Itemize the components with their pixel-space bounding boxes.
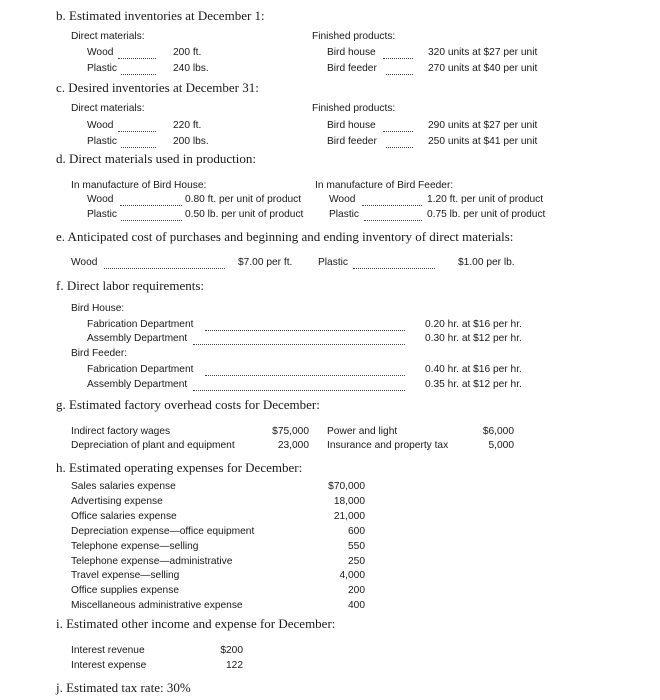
section-d-house-plastic-value: 0.50 lb. per unit of product: [185, 209, 304, 220]
expense-label: Telephone expense—selling: [71, 541, 199, 552]
section-c-bird-house-value: 290 units at $27 per unit: [428, 120, 538, 131]
leader-dots: [353, 268, 435, 269]
expense-label: Depreciation expense—office equipment: [71, 526, 255, 537]
leader-dots: [364, 220, 422, 221]
section-g-heading: g. Estimated factory overhead costs for December:: [56, 397, 320, 412]
section-d-feeder-plastic-value: 0.75 lb. per unit of product: [427, 209, 546, 220]
leader-dots: [205, 330, 405, 331]
leader-dots: [386, 74, 413, 75]
expense-value: 21,000: [333, 511, 365, 522]
section-b-plastic-value: 240 lbs.: [173, 63, 209, 74]
expense-label: Travel expense—selling: [71, 570, 180, 581]
leader-dots: [193, 344, 405, 345]
section-f-feeder-fabrication-value: 0.40 hr. at $16 per hr.: [425, 364, 522, 375]
section-b-heading: b. Estimated inventories at December 1:: [56, 8, 265, 23]
section-f-bird-house-label: Bird House:: [71, 303, 125, 314]
expense-value: 600: [348, 526, 365, 537]
expense-label: Office salaries expense: [71, 511, 177, 522]
section-c-bird-feeder-label: Bird feeder: [327, 136, 377, 147]
section-b-direct-materials-label: Direct materials:: [71, 31, 145, 42]
section-d-house-wood-value: 0.80 ft. per unit of product: [185, 194, 302, 205]
section-i-heading: i. Estimated other income and expense for December:: [56, 616, 336, 631]
expense-value: 550: [348, 541, 365, 552]
section-f-house-assembly-label: Assembly Department: [87, 333, 188, 344]
section-f-heading: f. Direct labor requirements:: [56, 278, 204, 293]
section-c-plastic-value: 200 lbs.: [173, 136, 209, 147]
section-b-bird-house-label: Bird house: [327, 47, 376, 58]
section-d-feeder-plastic-label: Plastic: [329, 209, 360, 220]
leader-dots: [205, 375, 405, 376]
section-d-feeder-wood-label: Wood: [329, 194, 356, 205]
section-e-plastic-value: $1.00 per lb.: [458, 257, 515, 268]
expense-value: 4,000: [339, 570, 365, 581]
leader-dots: [386, 147, 413, 148]
section-d-heading: d. Direct materials used in production:: [56, 151, 257, 166]
leader-dots: [121, 220, 182, 221]
section-c-plastic-label: Plastic: [87, 136, 118, 147]
section-i-interest-revenue-value: $200: [220, 645, 243, 656]
leader-dots: [383, 58, 413, 59]
expense-value: 400: [348, 600, 365, 611]
section-b-wood-label: Wood: [87, 47, 114, 58]
leader-dots: [362, 205, 422, 206]
section-g-insurance-value: 5,000: [488, 440, 514, 451]
section-d-house-plastic-label: Plastic: [87, 209, 118, 220]
section-b-bird-feeder-label: Bird feeder: [327, 63, 377, 74]
expense-value: 250: [348, 556, 365, 567]
section-c-direct-materials-label: Direct materials:: [71, 103, 145, 114]
leader-dots: [118, 131, 156, 132]
expense-value: $70,000: [328, 481, 365, 492]
section-j-heading: j. Estimated tax rate: 30%: [56, 680, 191, 695]
section-c-wood-value: 220 ft.: [173, 120, 202, 131]
section-f-feeder-assembly-label: Assembly Department: [87, 379, 188, 390]
section-f-bird-feeder-label: Bird Feeder:: [71, 348, 128, 359]
expense-label: Telephone expense—administrative: [71, 556, 233, 567]
section-g-power-light-value: $6,000: [482, 426, 514, 437]
section-b-bird-house-value: 320 units at $27 per unit: [428, 47, 538, 58]
section-e-wood-value: $7.00 per ft.: [238, 257, 293, 268]
section-b-wood-value: 200 ft.: [173, 47, 202, 58]
section-b-bird-feeder-value: 270 units at $40 per unit: [428, 63, 538, 74]
section-c-heading: c. Desired inventories at December 31:: [56, 80, 259, 95]
expense-value: 18,000: [333, 496, 365, 507]
section-f-house-fabrication-value: 0.20 hr. at $16 per hr.: [425, 319, 522, 330]
expense-label: Miscellaneous administrative expense: [71, 600, 243, 611]
section-d-bird-house-label: In manufacture of Bird House:: [71, 180, 207, 191]
section-i-interest-expense-label: Interest expense: [71, 660, 147, 671]
expense-label: Office supplies expense: [71, 585, 179, 596]
section-d-feeder-wood-value: 1.20 ft. per unit of product: [427, 194, 544, 205]
section-i-interest-revenue-label: Interest revenue: [71, 645, 145, 656]
section-d-bird-feeder-label: In manufacture of Bird Feeder:: [315, 180, 454, 191]
leader-dots: [193, 390, 405, 391]
leader-dots: [121, 74, 156, 75]
section-f-house-assembly-value: 0.30 hr. at $12 per hr.: [425, 333, 522, 344]
leader-dots: [120, 205, 182, 206]
section-i-interest-expense-value: 122: [226, 660, 243, 671]
section-f-house-fabrication-label: Fabrication Department: [87, 319, 194, 330]
section-g-power-light-label: Power and light: [327, 426, 398, 437]
section-e-heading: e. Anticipated cost of purchases and beginning and ending inventory of direct materials:: [56, 229, 514, 244]
leader-dots: [383, 131, 413, 132]
section-b-plastic-label: Plastic: [87, 63, 118, 74]
section-c-bird-house-label: Bird house: [327, 120, 376, 131]
section-d-house-wood-label: Wood: [87, 194, 114, 205]
section-g-insurance-label: Insurance and property tax: [327, 440, 449, 451]
expense-label: Sales salaries expense: [71, 481, 176, 492]
section-f-feeder-fabrication-label: Fabrication Department: [87, 364, 194, 375]
section-g-depreciation-value: 23,000: [277, 440, 309, 451]
section-h-heading: h. Estimated operating expenses for December:: [56, 460, 303, 475]
leader-dots: [118, 58, 156, 59]
section-b-finished-products-label: Finished products:: [312, 31, 396, 42]
section-f-feeder-assembly-value: 0.35 hr. at $12 per hr.: [425, 379, 522, 390]
section-c-finished-products-label: Finished products:: [312, 103, 396, 114]
expense-label: Advertising expense: [71, 496, 163, 507]
section-e-plastic-label: Plastic: [318, 257, 349, 268]
section-g-indirect-wages-label: Indirect factory wages: [71, 426, 171, 437]
section-g-indirect-wages-value: $75,000: [272, 426, 309, 437]
expense-value: 200: [348, 585, 365, 596]
section-c-wood-label: Wood: [87, 120, 114, 131]
section-e-wood-label: Wood: [71, 257, 98, 268]
leader-dots: [121, 147, 156, 148]
leader-dots: [104, 268, 225, 269]
section-c-bird-feeder-value: 250 units at $41 per unit: [428, 136, 538, 147]
section-g-depreciation-label: Depreciation of plant and equipment: [71, 440, 235, 451]
